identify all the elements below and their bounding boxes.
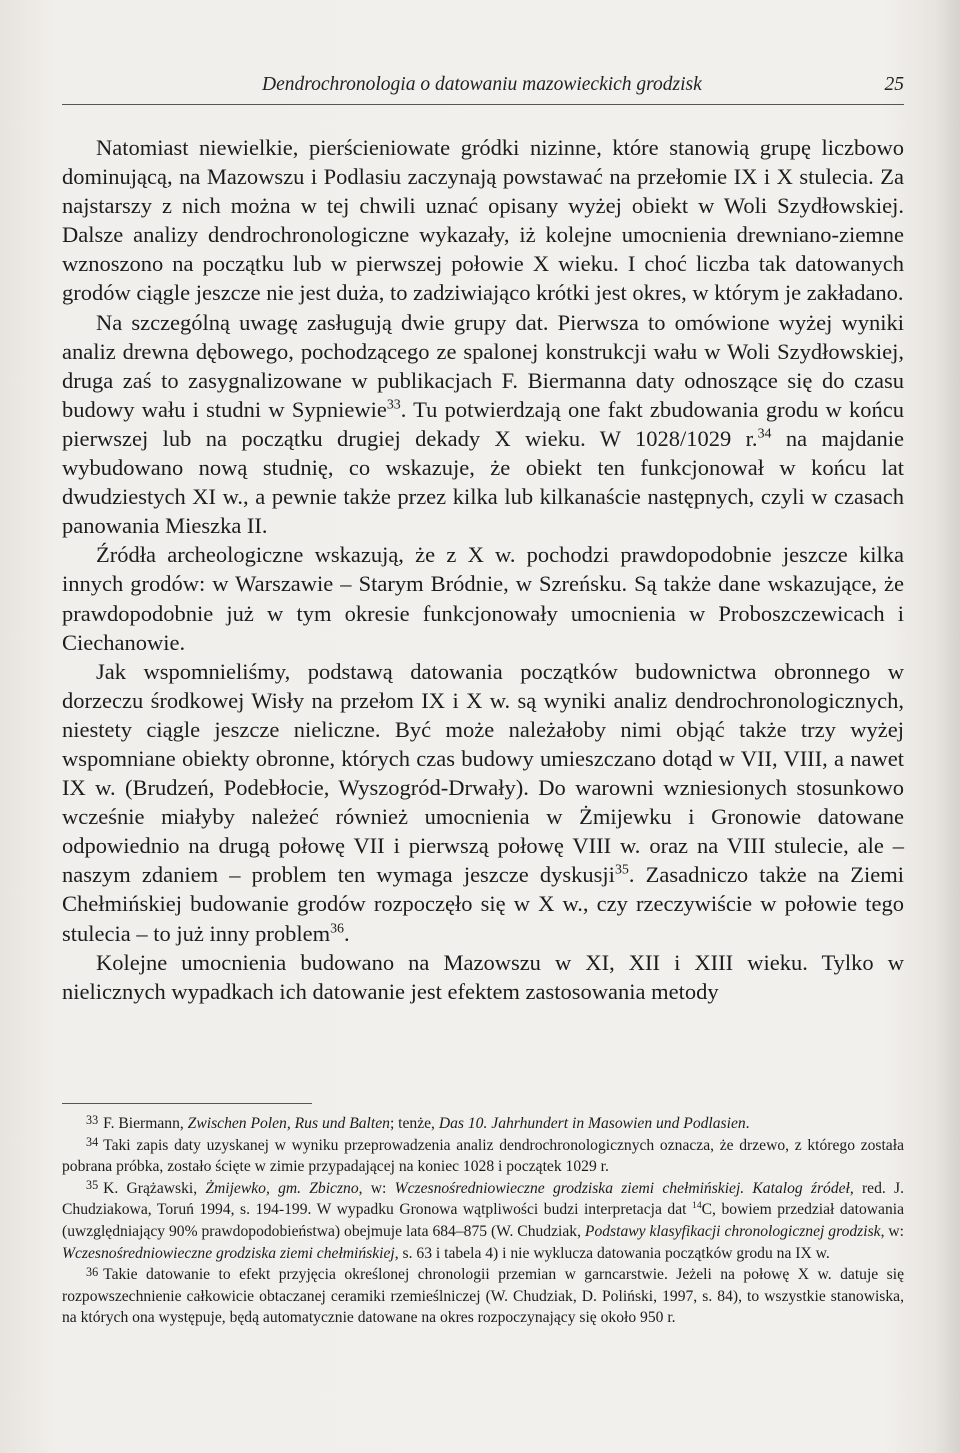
footnote-35: $^{35}$ K. Grążawski, Żmijewko, gm. Zbiczno, w: Wczesnośredniowieczne grodziska ziemi chełmińskiej. Katalog źródeł, red. J. Chudziakowa, Toruń 1994, s. 194-199. W wypadku Gronowa wątpliwości budzi interpretacja dat $^{14}$C, bowiem przedział datowania (uwzględniający 90% prawdopodobieństwa) obejmuje lata 684–875 (W. Chudziak, Podstawy klasyfikacji chronologicznej grodzisk, w: Wczesnośredniowieczne grodziska ziemi chełmińskiej, s. 63 i tabela 4) i nie wyklucza datowania początków grodu na IX w. bbox=[62, 1178, 905, 1262]
footnotes bbox=[62, 1113, 904, 1329]
footnote-ref: 36 bbox=[330, 920, 345, 936]
footnote-ref: 34 bbox=[757, 426, 772, 442]
paragraph: Kolejne umocnienia budowano na Mazowszu w XI, XII i XIII wieku. Tylko w nielicznych wypadkach ich datowanie jest efektem zastosowania metody bbox=[62, 949, 904, 1004]
footnote-33: $^{33}$ F. Biermann, Zwischen Polen, Rus und Balten; tenże, Das 10. Jahrhundert in Masowien und Podlasien. bbox=[86, 1113, 750, 1132]
page-number: 25 bbox=[884, 74, 904, 95]
page-edge-shadow bbox=[934, 0, 960, 1453]
footnote-number: 36 bbox=[86, 1264, 99, 1279]
footnote-34: $^{34}$ Taki zapis daty uzyskanej w wyniku przeprowadzenia analiz dendrochronologicznych oznacza, że drzewo, z którego została pobrana próbka, zostało ścięte w zimie przypadającej na koniec 1028 i początek 1029 r. bbox=[62, 1134, 904, 1176]
running-title: Dendrochronologia o datowaniu mazowieckich grodzisk bbox=[262, 74, 702, 95]
running-header bbox=[62, 74, 904, 105]
footnote-number: 34 bbox=[86, 1134, 99, 1149]
paragraph: Natomiast niewielkie, pierścieniowate gródki nizinne, które stanowią grupę liczbowo dominującą, na Mazowszu i Podlasiu zaczynają powstawać na przełomie IX i X stulecia. Za najstarszy z nich można w tej chwili uznać opisany wyżej obiekt w Woli Szydłowskiej. Dalsze analizy dendrochronologiczne wykazały, iż kolejne umocnienia drewniano-ziemne wznoszono na początku lub w pierwszej połowie X wieku. I choć liczba tak datowanych grodów ciągle jeszcze nie jest duża, to zadziwiająco krótki jest okres, w którym je zakładano. bbox=[62, 135, 904, 306]
paragraph: Jak wspomnieliśmy, podstawą datowania początków budownictwa obronnego w dorzeczu środkowej Wisły na przełom IX i X w. są wyniki analiz dendrochronologicznych, niestety ciągle jeszcze nieliczne. Być może należałoby nimi objąć także trzy wyżej wspomniane obiekty obronne, których czas budowy umieszczano dotąd w VII, VIII, a nawet IX w. (Brudzeń, Podebłocie, Wyszogród-Drwały). Do warowni wzniesionych stosunkowo wcześnie miałyby należeć również umocnienia w Żmijewku i Gronowie datowane odpowiednio na drugą połowę VII i pierwszą połowę VIII w. oraz na VIII stulecie, ale – naszym zdaniem – problem ten wymaga jeszcze dyskusji$^{35}$. Zasadniczo także na Ziemi Chełmińskiej budowanie grodów rozpoczęło się w X w., czy rzeczywiście w połowie tego stulecia – to już inny problem$^{36}$. bbox=[62, 658, 904, 946]
main-text bbox=[62, 133, 904, 1006]
footnote-divider bbox=[62, 1103, 312, 1104]
footnote-ref: 33 bbox=[386, 397, 401, 413]
footnote-number: 33 bbox=[86, 1113, 99, 1128]
footnote-36: $^{36}$ Takie datowanie to efekt przyjęcia określonej chronologii przemian w garncarstwie. Jeżeli na połowę X w. datuje się rozpowszechnienie całkowicie obtaczanej ceramiki rzemieślniczej (W. Chudziak, D. Poliński, 1997, s. 84), to wszystkie stanowiska, na których ona występuje, będą automatycznie datowane na okres rozpoczynający się około 950 r. bbox=[62, 1264, 904, 1327]
paragraph: Źródła archeologiczne wskazują, że z X w. pochodzi prawdopodobnie jeszcze kilka innych grodów: w Warszawie – Starym Bródnie, w Szreńsku. Są także dane wskazujące, że prawdopodobnie już w tym okresie funkcjonowały umocnienia w Proboszczewicach i Ciechanowie. bbox=[62, 542, 904, 655]
paragraph: Na szczególną uwagę zasługują dwie grupy dat. Pierwsza to omówione wyżej wyniki analiz drewna dębowego, pochodzącego ze spalonej konstrukcji wału w Woli Szydłowskiej, druga zaś to zasygnalizowane w publikacjach F. Biermanna daty odnoszące się do czasu budowy wału i studni w Sypniewie$^{33}$. Tu potwierdzają one fakt zbudowania grodu w końcu pierwszej lub na początku drugiej dekady X wieku. W 1028/1029 r.$^{34}$ na majdanie wybudowano nową studnię, co wskazuje, że obiekt ten funkcjonował w końcu lat dwudziestych XI w., a pewnie także przez kilka lub kilkanaście następnych, czyli w czasach panowania Mieszka II. bbox=[62, 309, 905, 539]
footnote-ref: 35 bbox=[614, 862, 629, 878]
footnote-number: 35 bbox=[86, 1178, 99, 1193]
